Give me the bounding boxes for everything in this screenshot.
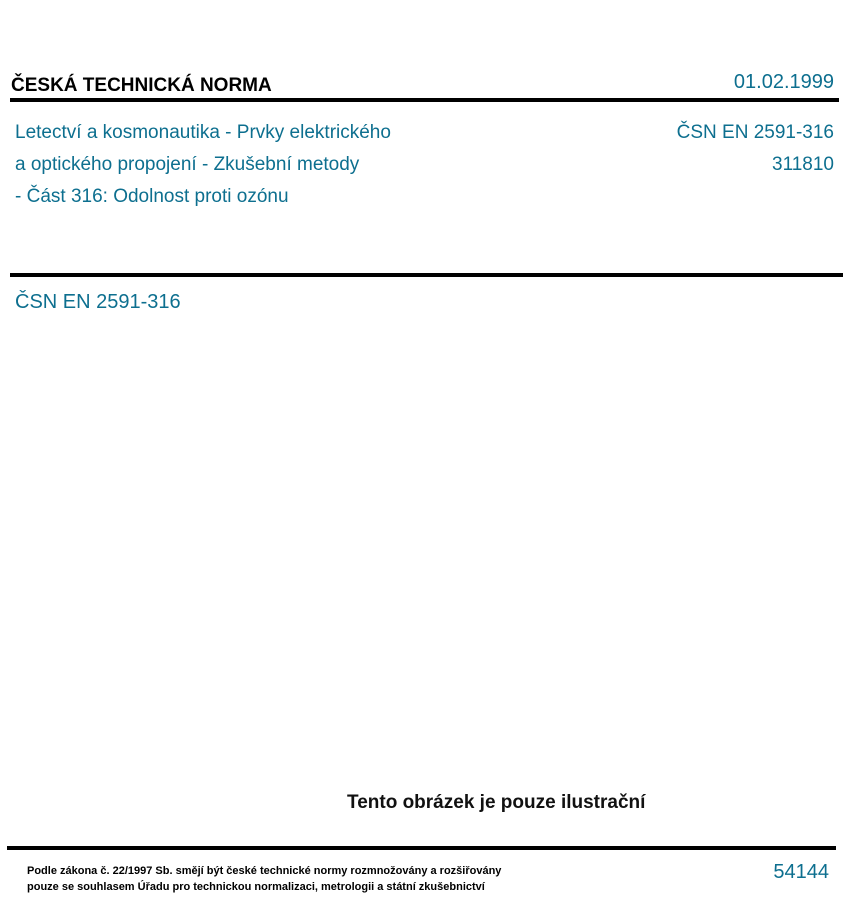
- section-rule: [10, 273, 843, 277]
- classification-code: 311810: [772, 154, 834, 175]
- standard-designation-repeat: ČSN EN 2591-316: [15, 291, 181, 313]
- standard-title: [15, 117, 391, 213]
- footer-rule: [7, 846, 836, 850]
- standard-title-line: a optického propojení - Zkušební metody: [15, 154, 360, 175]
- standard-title-line: Letectví a kosmonautika - Prvky elektrického: [15, 122, 391, 143]
- standard-header-title: ČESKÁ TECHNICKÁ NORMA: [11, 75, 272, 96]
- issue-date: 01.02.1999: [733, 71, 834, 93]
- legal-notice: [27, 863, 501, 895]
- standard-title-line: - Část 316: Odolnost proti ozónu: [15, 186, 289, 207]
- legal-notice-line: pouze se souhlasem Úřadu pro technickou normalizaci, metrologii a státní zkušebnictví: [27, 881, 485, 893]
- illustration-notice: Tento obrázek je pouze ilustrační: [347, 792, 646, 813]
- legal-notice-line: Podle zákona č. 22/1997 Sb. smějí být české technické normy rozmnožovány a rozšiřovány: [27, 865, 502, 877]
- header-rule: [10, 98, 839, 102]
- standard-codes: [677, 117, 834, 181]
- catalog-number: 54144: [773, 861, 829, 883]
- standard-designation: ČSN EN 2591-316: [676, 122, 834, 143]
